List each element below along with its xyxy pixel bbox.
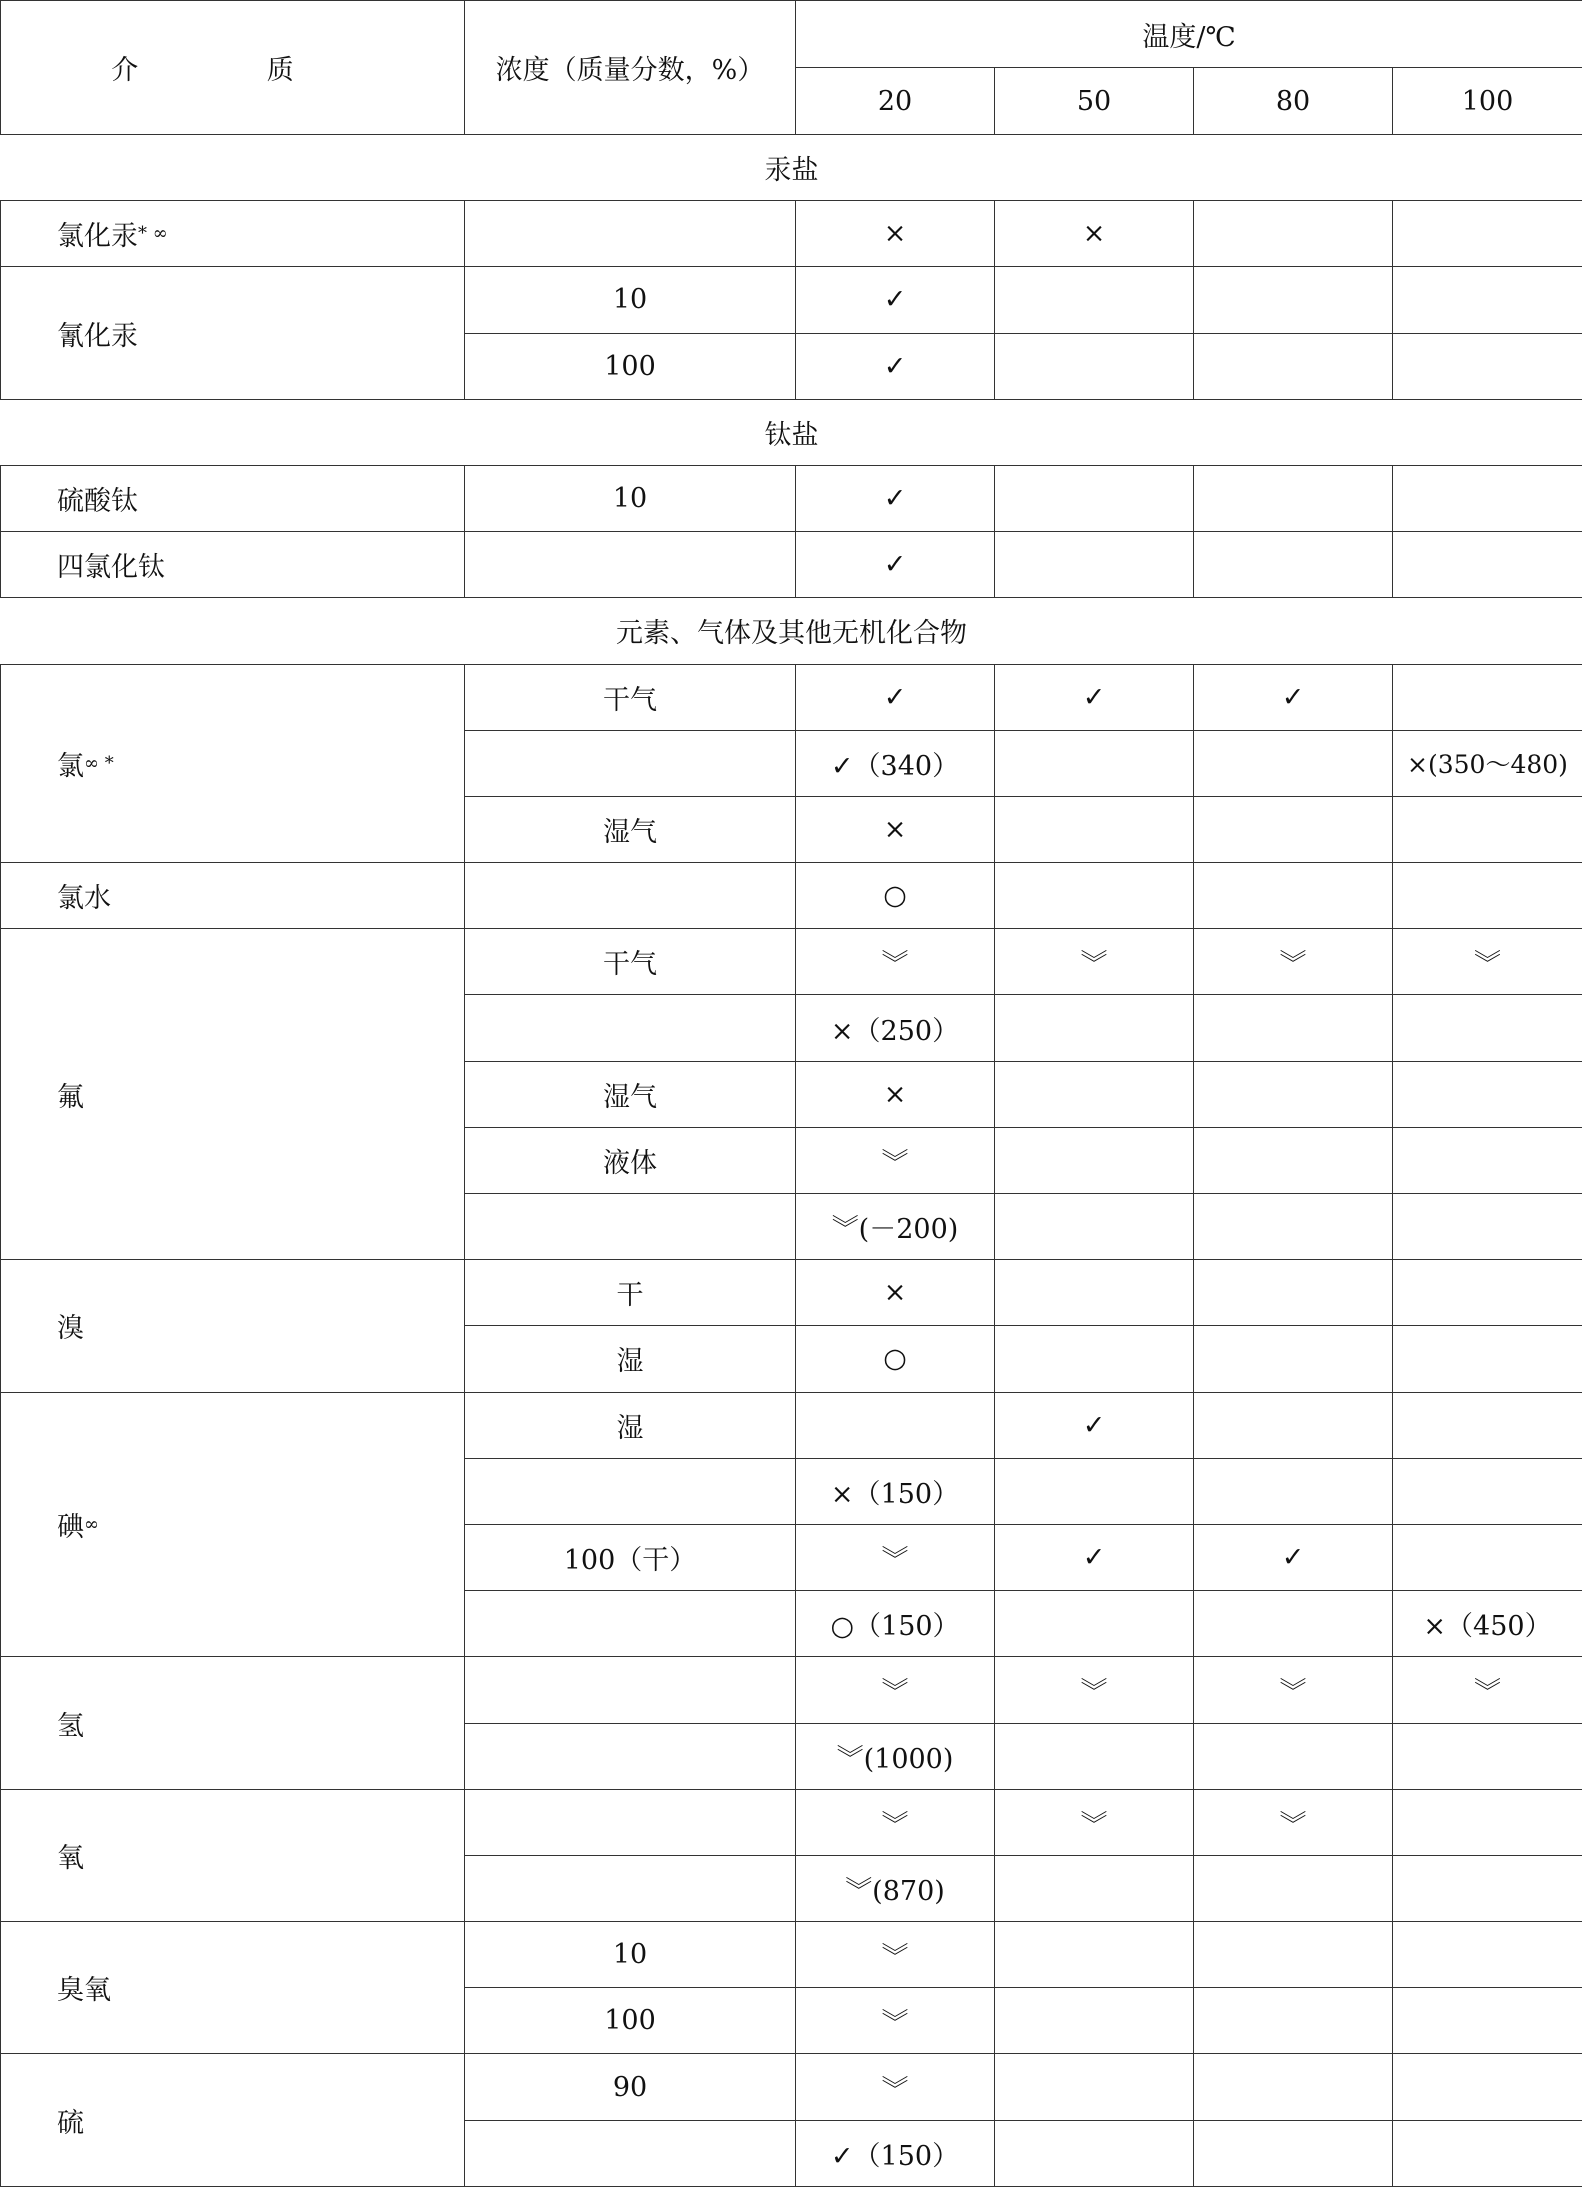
medium-cell: 氧 — [1, 1789, 465, 1921]
t50-cell — [995, 1458, 1194, 1524]
t100-cell — [1393, 1855, 1582, 1921]
t20-cell: ✓ — [796, 267, 995, 333]
conc-cell: 干 — [465, 1260, 796, 1326]
t100-cell — [1393, 1127, 1582, 1193]
t20-cell: × — [796, 796, 995, 862]
t20-cell: ︾ — [796, 1524, 995, 1590]
t100-cell — [1393, 2054, 1582, 2120]
conc-cell — [465, 532, 796, 598]
medium-note: ∞ — [84, 1513, 99, 1535]
t20-cell: × — [796, 1061, 995, 1127]
t20-cell: ︾(870) — [796, 1855, 995, 1921]
t50-cell — [995, 465, 1194, 531]
conc-cell: 10 — [465, 1922, 796, 1988]
t100-cell — [1393, 1194, 1582, 1260]
t20-cell: ︾(－200) — [796, 1194, 995, 1260]
t80-cell — [1194, 201, 1393, 267]
table-row — [1, 465, 1582, 531]
t100-cell — [1393, 1458, 1582, 1524]
t80-cell — [1194, 1855, 1393, 1921]
t100-cell — [1393, 465, 1582, 531]
t100-cell — [1393, 1392, 1582, 1458]
t20-cell: ︾ — [796, 1657, 995, 1723]
t100-cell — [1393, 1260, 1582, 1326]
t20-cell: ︾ — [796, 2054, 995, 2120]
t20-cell: ︾ — [796, 1922, 995, 1988]
medium-cell: 硫酸钛 — [1, 465, 465, 531]
conc-cell: 100 — [465, 1988, 796, 2054]
table-row — [1, 201, 1582, 267]
t80-cell — [1194, 863, 1393, 929]
t50-cell — [995, 532, 1194, 598]
t50-cell: ✓ — [995, 1524, 1194, 1590]
table-row — [1, 1922, 1582, 1988]
t100-cell — [1393, 1061, 1582, 1127]
t50-cell — [995, 730, 1194, 796]
t100-cell — [1393, 863, 1582, 929]
t80-cell: ✓ — [1194, 1524, 1393, 1590]
t50-cell — [995, 1723, 1194, 1789]
medium-cell: 氢 — [1, 1657, 465, 1789]
t50-cell — [995, 1061, 1194, 1127]
t20-cell: ✓ — [796, 532, 995, 598]
conc-cell — [465, 995, 796, 1061]
conc-cell: 90 — [465, 2054, 796, 2120]
t100-cell: ×(350～480) — [1393, 730, 1582, 796]
conc-cell — [465, 1458, 796, 1524]
table-row — [1, 929, 1582, 995]
t100-cell — [1393, 267, 1582, 333]
t100-cell — [1393, 1922, 1582, 1988]
section-row — [1, 598, 1582, 664]
table-row — [1, 1657, 1582, 1723]
t20-cell: ︾ — [796, 929, 995, 995]
t20-cell: ×（150） — [796, 1458, 995, 1524]
t20-cell: × — [796, 201, 995, 267]
conc-cell: 液体 — [465, 1127, 796, 1193]
t100-cell — [1393, 1723, 1582, 1789]
t80-cell: ︾ — [1194, 1789, 1393, 1855]
header-row — [1, 1, 1582, 68]
t20-cell — [796, 1392, 995, 1458]
t20-cell: ✓（340） — [796, 730, 995, 796]
t100-cell — [1393, 2120, 1582, 2186]
medium-cell — [1, 201, 465, 267]
medium-cell: 硫 — [1, 2054, 465, 2186]
medium-cell — [1, 664, 465, 863]
t80-cell — [1194, 1458, 1393, 1524]
t80-cell — [1194, 1260, 1393, 1326]
header-concentration: 浓度（质量分数，%） — [465, 1, 796, 135]
medium-note: * ∞ — [138, 223, 168, 245]
t80-cell — [1194, 1326, 1393, 1392]
t20-cell: ︾(1000) — [796, 1723, 995, 1789]
table-row — [1, 1260, 1582, 1326]
conc-cell: 100 — [465, 333, 796, 399]
t20-cell: ︾ — [796, 1789, 995, 1855]
t100-cell: ︾ — [1393, 1657, 1582, 1723]
medium-cell: 溴 — [1, 1260, 465, 1392]
t50-cell — [995, 1855, 1194, 1921]
t100-cell — [1393, 333, 1582, 399]
t80-cell — [1194, 1392, 1393, 1458]
t80-cell — [1194, 1591, 1393, 1657]
medium-note: ∞ * — [84, 752, 114, 774]
t80-cell — [1194, 1194, 1393, 1260]
t20-cell: ✓ — [796, 465, 995, 531]
t80-cell — [1194, 1723, 1393, 1789]
t50-cell: × — [995, 201, 1194, 267]
conc-cell: 干气 — [465, 664, 796, 730]
t80-cell — [1194, 2054, 1393, 2120]
medium-cell: 四氯化钛 — [1, 532, 465, 598]
section-elements: 元素、气体及其他无机化合物 — [1, 598, 1582, 664]
t50-cell: ︾ — [995, 1657, 1194, 1723]
t100-cell — [1393, 1524, 1582, 1590]
medium-name: 氯 — [57, 750, 84, 782]
medium-cell — [1, 1392, 465, 1657]
t50-cell: ︾ — [995, 1789, 1194, 1855]
t50-cell — [995, 796, 1194, 862]
table-row — [1, 267, 1582, 333]
conc-cell: 10 — [465, 267, 796, 333]
t100-cell — [1393, 201, 1582, 267]
t80-cell — [1194, 333, 1393, 399]
header-temp-20: 20 — [796, 68, 995, 135]
t20-cell: ︾ — [796, 1988, 995, 2054]
conc-cell: 湿 — [465, 1326, 796, 1392]
section-row — [1, 135, 1582, 201]
conc-cell — [465, 1657, 796, 1723]
t20-cell: ×（250） — [796, 995, 995, 1061]
t20-cell: ○ — [796, 1326, 995, 1392]
conc-cell — [465, 1855, 796, 1921]
section-titanium-salts: 钛盐 — [1, 399, 1582, 465]
t20-cell: × — [796, 1260, 995, 1326]
t50-cell — [995, 1326, 1194, 1392]
t80-cell — [1194, 730, 1393, 796]
t50-cell: ✓ — [995, 1392, 1194, 1458]
conc-cell: 干气 — [465, 929, 796, 995]
conc-cell — [465, 863, 796, 929]
t20-cell: ○ — [796, 863, 995, 929]
t50-cell — [995, 995, 1194, 1061]
t80-cell: ︾ — [1194, 1657, 1393, 1723]
conc-cell: 湿 — [465, 1392, 796, 1458]
header-temp-80: 80 — [1194, 68, 1393, 135]
medium-cell: 氯水 — [1, 863, 465, 929]
table-row — [1, 532, 1582, 598]
header-temperature: 温度/℃ — [796, 1, 1582, 68]
t80-cell: ︾ — [1194, 929, 1393, 995]
t50-cell — [995, 1260, 1194, 1326]
t50-cell — [995, 1194, 1194, 1260]
t80-cell — [1194, 1922, 1393, 1988]
conc-cell: 100（干） — [465, 1524, 796, 1590]
t80-cell — [1194, 796, 1393, 862]
t20-cell: ✓（150） — [796, 2120, 995, 2186]
t50-cell — [995, 333, 1194, 399]
medium-cell: 氰化汞 — [1, 267, 465, 399]
conc-cell — [465, 2120, 796, 2186]
t80-cell — [1194, 267, 1393, 333]
t20-cell: ︾ — [796, 1127, 995, 1193]
t50-cell — [995, 1922, 1194, 1988]
medium-cell: 臭氧 — [1, 1922, 465, 2054]
header-temp-100: 100 — [1393, 68, 1582, 135]
t100-cell: ×（450） — [1393, 1591, 1582, 1657]
t50-cell — [995, 2054, 1194, 2120]
conc-cell — [465, 730, 796, 796]
t50-cell — [995, 1127, 1194, 1193]
table-row — [1, 1789, 1582, 1855]
medium-name: 碘 — [57, 1511, 84, 1543]
t100-cell — [1393, 1988, 1582, 2054]
t80-cell: ✓ — [1194, 664, 1393, 730]
medium-cell: 氟 — [1, 929, 465, 1260]
t100-cell — [1393, 1789, 1582, 1855]
t80-cell — [1194, 532, 1393, 598]
table-row — [1, 2054, 1582, 2120]
t80-cell — [1194, 995, 1393, 1061]
conc-cell: 湿气 — [465, 796, 796, 862]
conc-cell — [465, 201, 796, 267]
t50-cell — [995, 1591, 1194, 1657]
conc-cell — [465, 1591, 796, 1657]
medium-name: 氯化汞 — [57, 221, 138, 253]
t100-cell — [1393, 796, 1582, 862]
table-row — [1, 1392, 1582, 1458]
t100-cell — [1393, 664, 1582, 730]
t50-cell: ✓ — [995, 664, 1194, 730]
section-mercury-salts: 汞盐 — [1, 135, 1582, 201]
t100-cell — [1393, 1326, 1582, 1392]
table-row — [1, 863, 1582, 929]
t50-cell — [995, 1988, 1194, 2054]
t50-cell — [995, 267, 1194, 333]
conc-cell — [465, 1789, 796, 1855]
t80-cell — [1194, 2120, 1393, 2186]
t80-cell — [1194, 465, 1393, 531]
t100-cell — [1393, 995, 1582, 1061]
conc-cell: 10 — [465, 465, 796, 531]
t20-cell: ○（150） — [796, 1591, 995, 1657]
t100-cell: ︾ — [1393, 929, 1582, 995]
conc-cell: 湿气 — [465, 1061, 796, 1127]
t80-cell — [1194, 1988, 1393, 2054]
t80-cell — [1194, 1127, 1393, 1193]
t50-cell — [995, 863, 1194, 929]
t20-cell: ✓ — [796, 333, 995, 399]
t50-cell: ︾ — [995, 929, 1194, 995]
section-row — [1, 399, 1582, 465]
t100-cell — [1393, 532, 1582, 598]
table-row — [1, 664, 1582, 730]
conc-cell — [465, 1194, 796, 1260]
conc-cell — [465, 1723, 796, 1789]
t20-cell: ✓ — [796, 664, 995, 730]
t50-cell — [995, 2120, 1194, 2186]
t80-cell — [1194, 1061, 1393, 1127]
header-temp-50: 50 — [995, 68, 1194, 135]
header-medium: 介 质 — [1, 1, 465, 135]
